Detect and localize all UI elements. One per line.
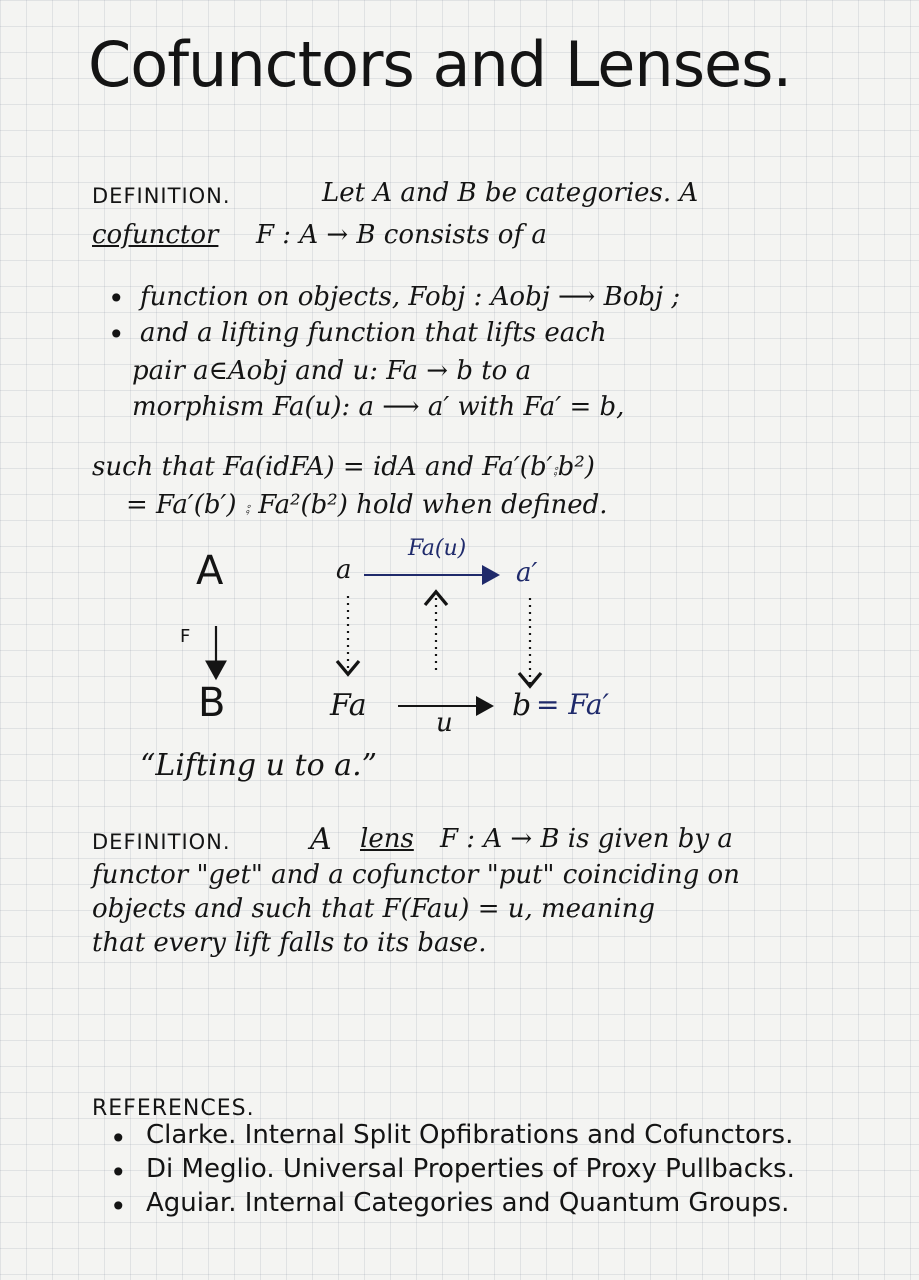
definition-line: Let A and B be categories. A xyxy=(322,178,699,208)
term-lens: lens xyxy=(360,824,414,854)
bullet-text: function on objects, Fobj : Aobj ⟶ Bobj ; xyxy=(140,282,681,312)
reference-item: Di Meglio. Universal Properties of Proxy Pullbacks. xyxy=(146,1154,795,1184)
diagram-caption: “Lifting u to a.” xyxy=(140,748,377,783)
object-a: a xyxy=(336,555,352,585)
definition-heading: DEFINITION. xyxy=(92,184,231,208)
bullet-text: pair a∈Aobj and u: Fa → b to a xyxy=(132,356,532,386)
lift-label: Fa(u) xyxy=(408,536,467,561)
definition-line: F : A → B is given by a xyxy=(440,824,733,854)
definition-line: objects and such that F(Fau) = u, meaning xyxy=(92,894,656,924)
bullet: • xyxy=(108,318,125,351)
bullet: • xyxy=(108,282,125,315)
bullet: • xyxy=(110,1122,127,1155)
category-A: A xyxy=(196,548,224,594)
definition-line: F : A → B consists of a xyxy=(256,220,547,250)
references-heading: REFERENCES. xyxy=(92,1096,255,1121)
bullet: • xyxy=(110,1190,127,1223)
u-label: u xyxy=(436,708,453,738)
category-B: B xyxy=(198,680,226,726)
object-b: b xyxy=(512,688,532,723)
condition-line: such that Fa(idFA) = idA and Fa′(b′⨾b²) xyxy=(92,452,595,482)
bullet: • xyxy=(110,1156,127,1189)
object-Fa: Fa xyxy=(330,688,367,723)
term-cofunctor: cofunctor xyxy=(92,220,219,250)
functor-label: F xyxy=(180,626,191,647)
definition-line: functor "get" and a cofunctor "put" coinciding on xyxy=(92,860,740,890)
bullet-text: and a lifting function that lifts each xyxy=(140,318,607,348)
bullet-text: morphism Fa(u): a ⟶ a′ with Fa′ = b, xyxy=(132,392,625,422)
object-Fa-prime: = Fa′ xyxy=(536,688,609,721)
definition-heading: DEFINITION. xyxy=(92,830,231,854)
definition-line: that every lift falls to its base. xyxy=(92,928,487,958)
page-title: Cofunctors and Lenses. xyxy=(88,28,792,101)
definition-line: A xyxy=(310,822,332,857)
object-a-prime: a′ xyxy=(516,558,538,588)
reference-item: Clarke. Internal Split Opfibrations and Cofunctors. xyxy=(146,1120,794,1150)
reference-item: Aguiar. Internal Categories and Quantum Groups. xyxy=(146,1188,790,1218)
condition-line: = Fa′(b′) ⨾ Fa²(b²) hold when defined. xyxy=(126,490,608,520)
